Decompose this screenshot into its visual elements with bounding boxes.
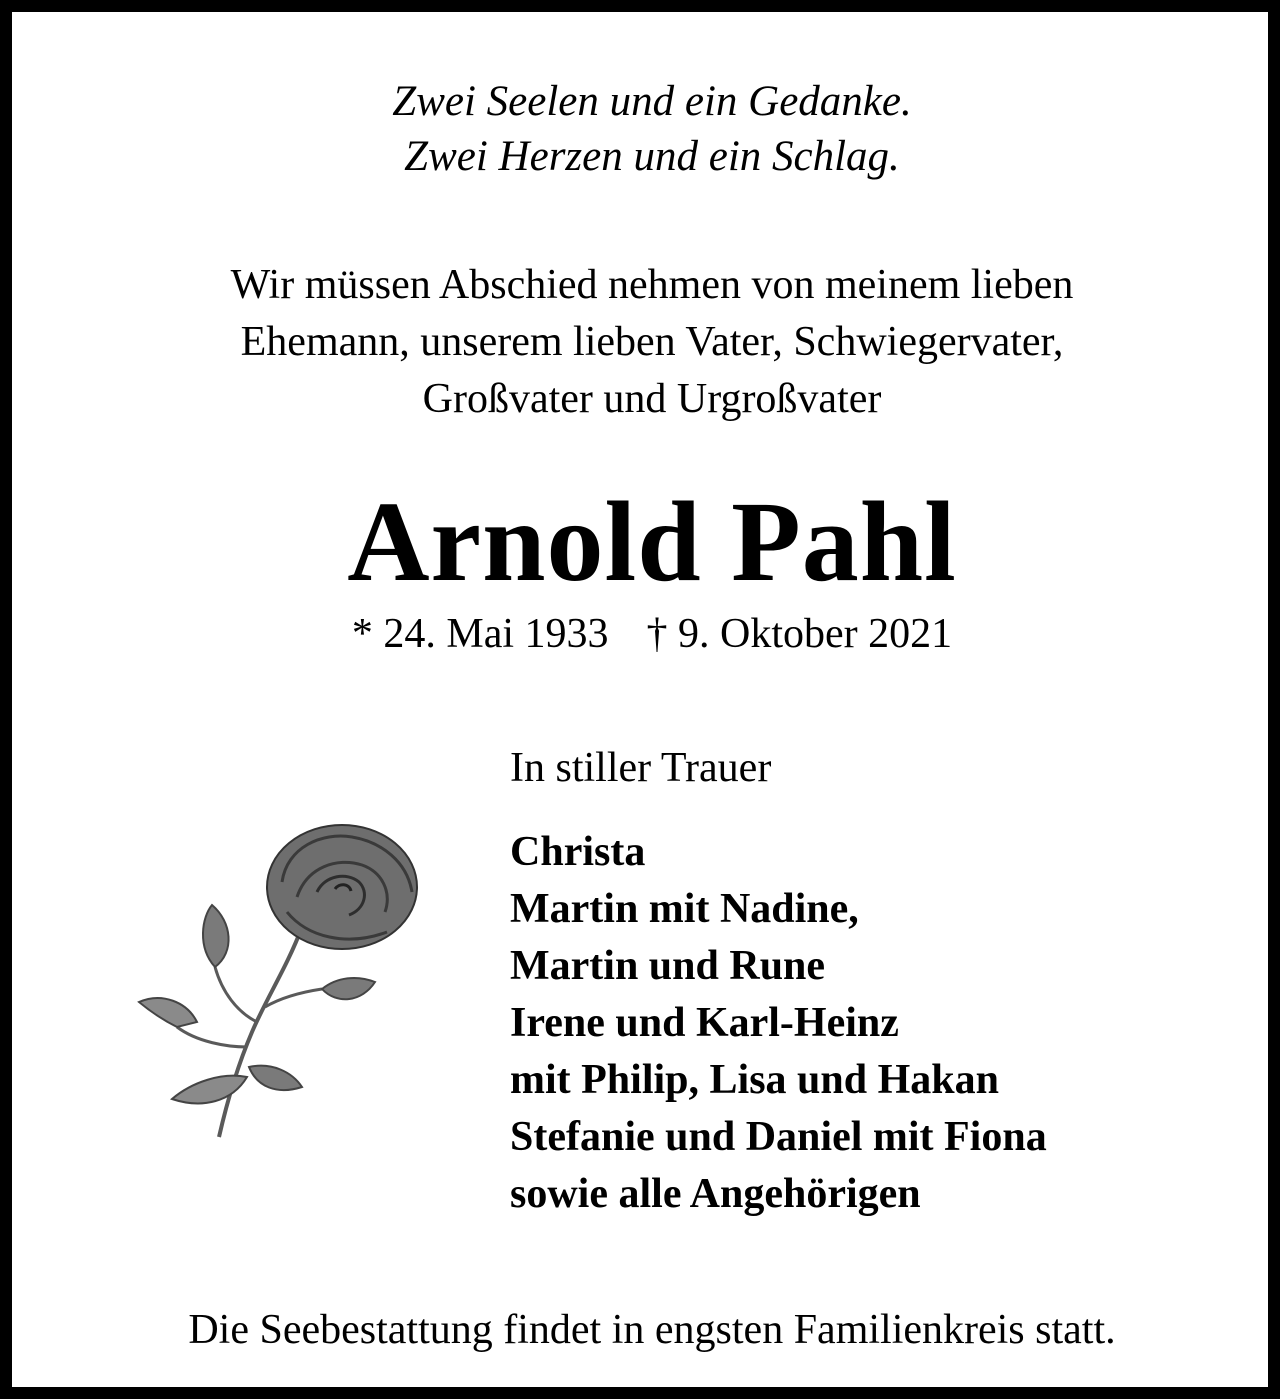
mourner-line: Stefanie und Daniel mit Fiona — [510, 1114, 1047, 1160]
mourner-line: Christa — [510, 829, 646, 875]
mourner-line: sowie alle Angehörigen — [510, 1171, 921, 1217]
death-date: † 9. Oktober 2021 — [646, 611, 953, 657]
intro-text — [12, 257, 1280, 428]
mourning-text: In stiller Trauer — [510, 745, 772, 791]
mourner-line: Martin mit Nadine, — [510, 886, 859, 932]
mourner-line: Martin und Rune — [510, 943, 826, 989]
life-dates — [12, 608, 1280, 660]
verse-line-1: Zwei Seelen und ein Gedanke. — [392, 78, 912, 125]
intro-line-3: Großvater und Urgroßvater — [422, 376, 882, 422]
deceased-name: Arnold Pahl — [347, 478, 957, 605]
rose-leaf — [203, 905, 229, 967]
rose-leaf — [172, 1076, 247, 1104]
verse — [12, 74, 1280, 184]
mourner-line: Irene und Karl-Heinz — [510, 1000, 899, 1046]
intro-line-2: Ehemann, unserem lieben Vater, Schwiegervater, — [240, 319, 1064, 365]
verse-line-2: Zwei Herzen und ein Schlag. — [404, 133, 900, 180]
rose-blossom — [267, 825, 417, 949]
footer-note: Die Seebestattung findet in engsten Familienkreis statt. — [188, 1307, 1116, 1353]
birth-date: * 24. Mai 1933 — [351, 611, 609, 657]
mourners-list — [510, 824, 1047, 1223]
rose-leaf — [249, 1066, 302, 1090]
rose-leaf — [322, 978, 375, 999]
rose-branch — [177, 1027, 247, 1047]
intro-line-1: Wir müssen Abschied nehmen von meinem lieben — [230, 262, 1074, 308]
rose-icon — [137, 817, 427, 1142]
rose-leaf — [139, 998, 197, 1027]
rose-stem — [219, 927, 302, 1137]
rose-branch — [215, 967, 257, 1022]
mourner-line: mit Philip, Lisa und Hakan — [510, 1057, 1000, 1103]
